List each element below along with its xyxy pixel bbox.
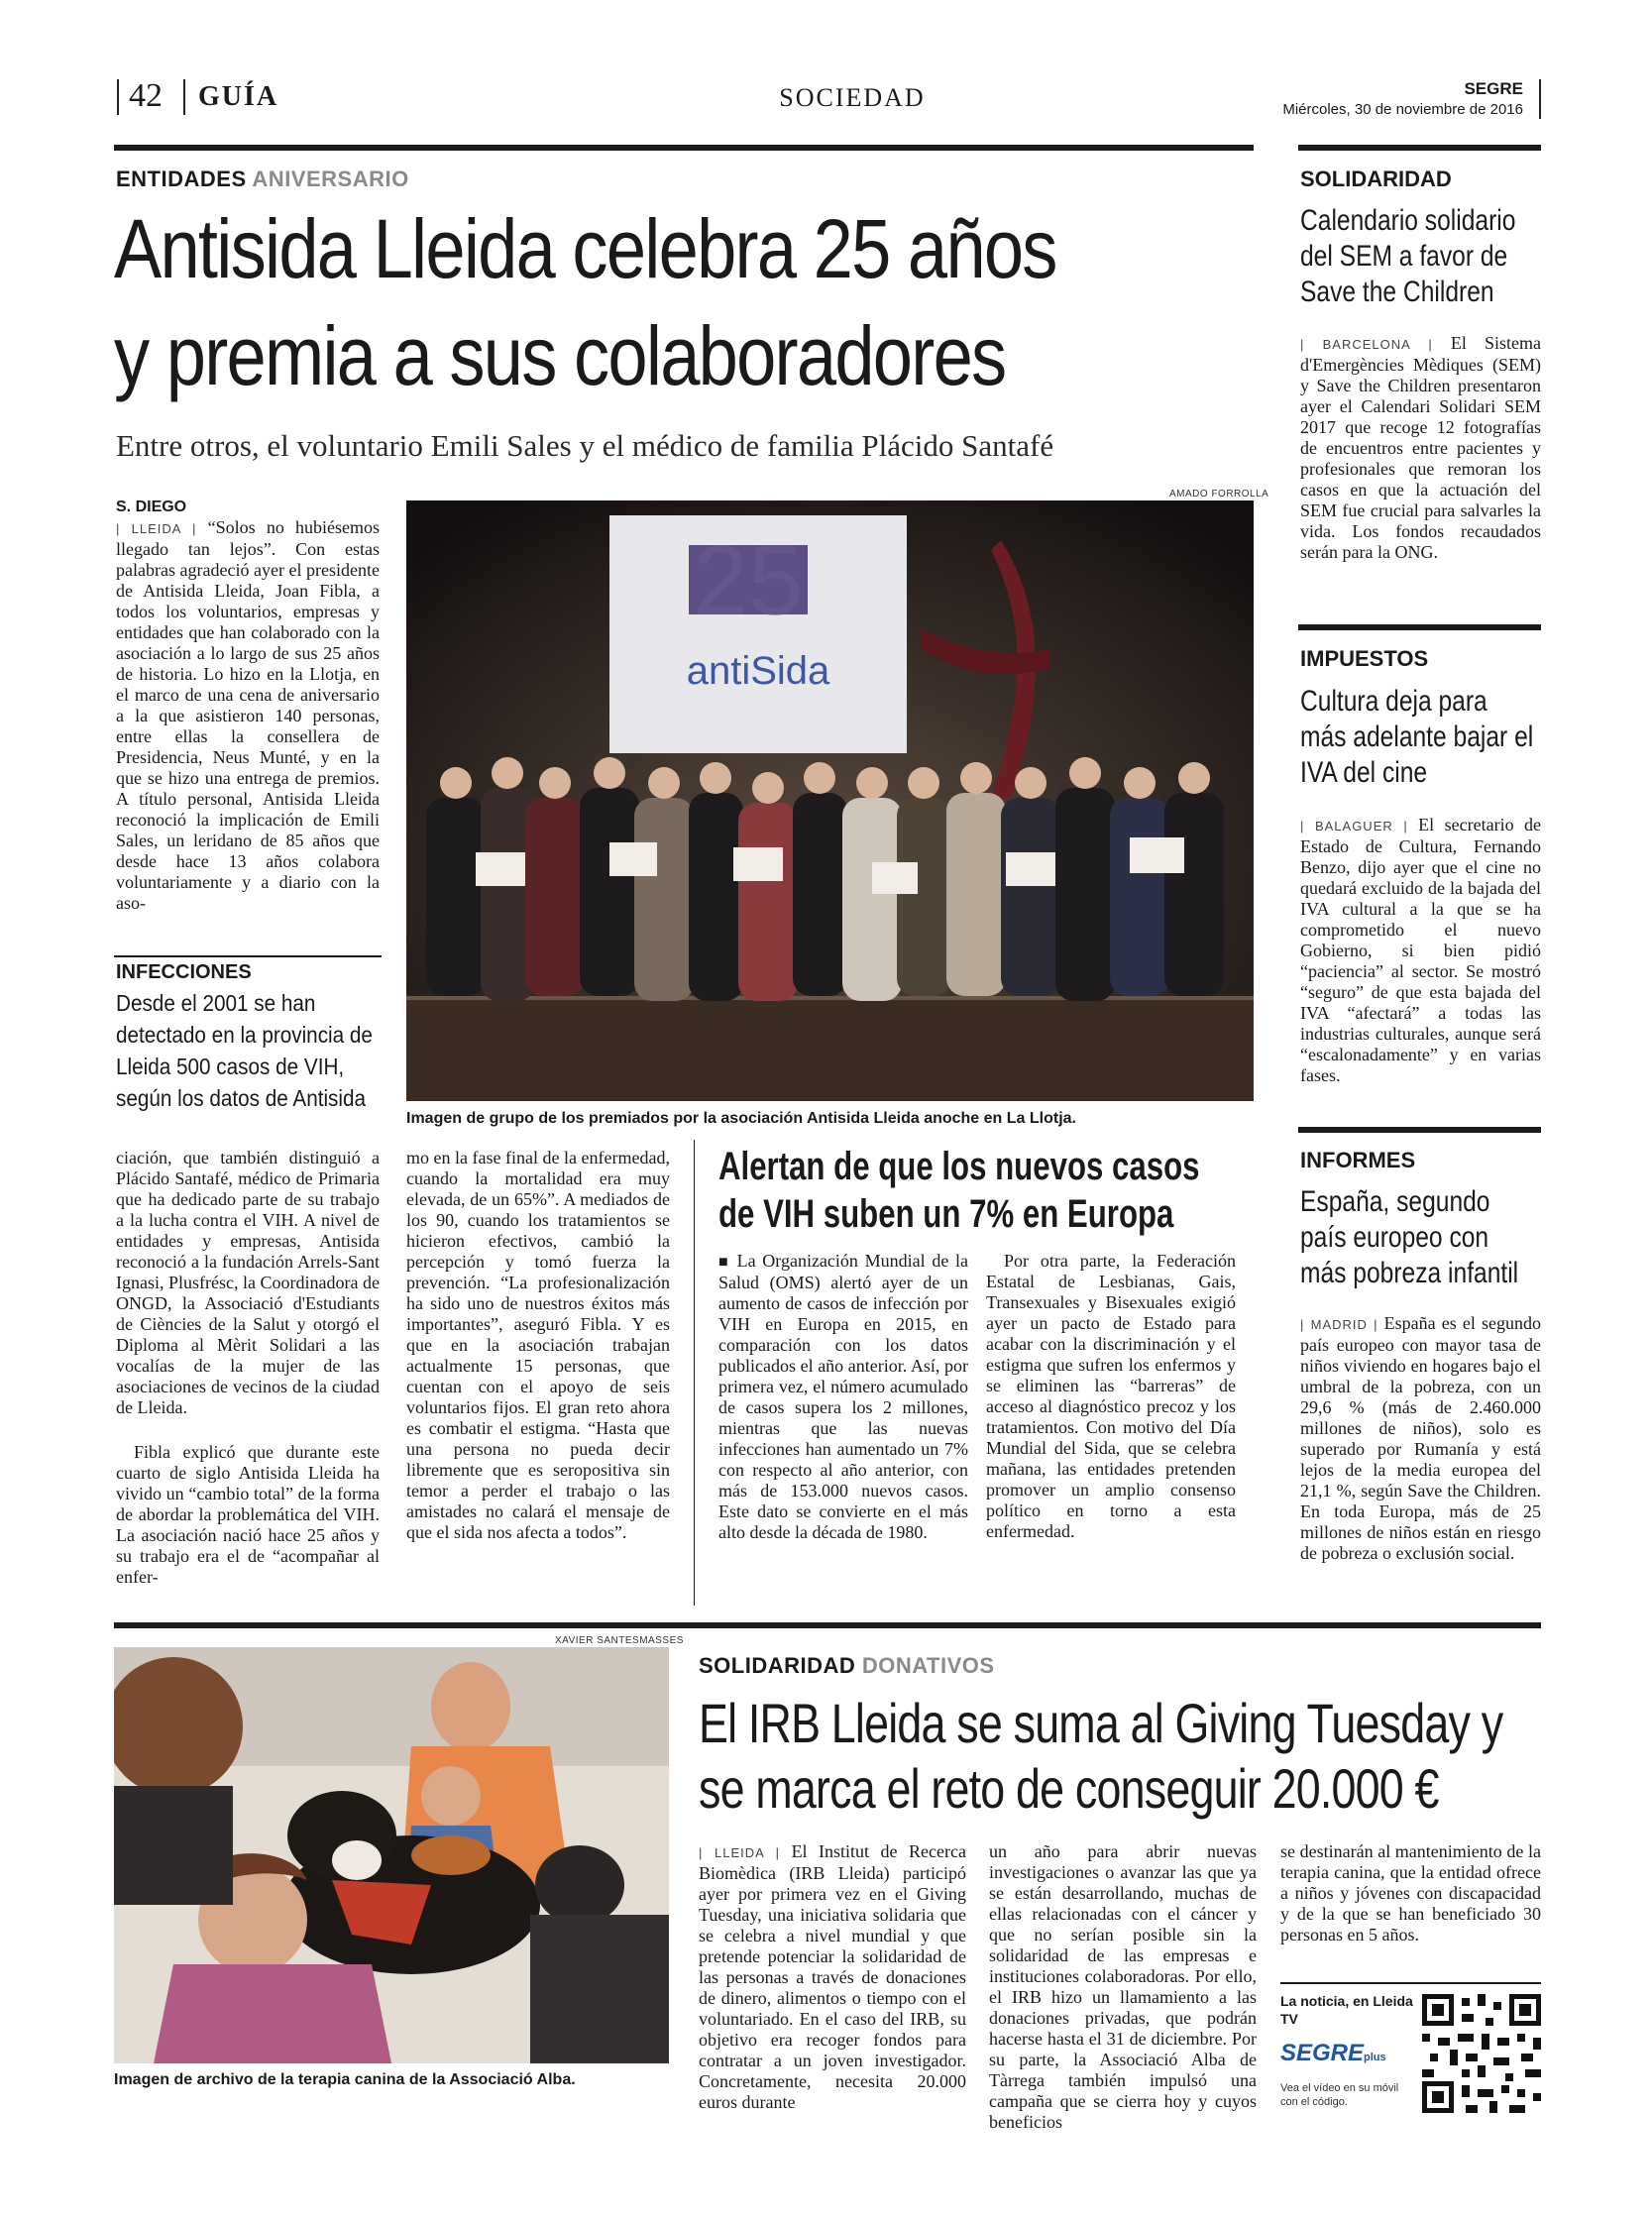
qr-code-graphic (1422, 1994, 1541, 2113)
page-number: 42 (129, 77, 163, 114)
infobox-rule (114, 955, 382, 957)
top-rule (114, 145, 1254, 151)
promo-brand-suffix: plus (1364, 2052, 1386, 2063)
vih-headline-line1: Alertan de que los nuevos casos (718, 1145, 1200, 1188)
square-bullet-icon: ■ (718, 1254, 730, 1271)
location-tag: | MADRID | (1300, 1317, 1378, 1332)
sidebar-rule-3 (1298, 1127, 1541, 1133)
bottom-body-col1 (699, 1841, 966, 2113)
vih-body-col2: Por otra parte, la Federación Estatal de Lesbianas, Gais, Transexuales y Bisexuales exigió ayer un pacto de Estado para acabar con la discriminación y el estigma que sufren los enfermos y se eliminen las “barreras” de acceso al diagnóstico precoz y los tratamientos. Con motivo del Día Mundial del Sida, que se celebra mañana, las entidades pretenden promover un amplio consenso político en torno a esta enfermedad. (986, 1251, 1236, 1541)
bottom-rule (114, 1622, 1541, 1628)
bottom-photo-caption: Imagen de archivo de la terapia canina de la Associació Alba. (114, 2071, 576, 2088)
main-headline-line2: y premia a sus colaboradores (114, 309, 1006, 402)
infobox-kicker: INFECCIONES (116, 961, 252, 983)
sidebar-rule-2 (1298, 624, 1541, 630)
screen-brand: antiSida (686, 649, 830, 693)
location-tag: | BARCELONA | (1300, 337, 1433, 352)
bottom-photo (114, 1647, 669, 2063)
location-tag: | LLEIDA | (116, 521, 197, 536)
main-body-col1 (116, 517, 380, 914)
segre-plus-logo (1280, 2040, 1386, 2067)
bottom-photo-credit: XAVIER SANTESMASSES (555, 1635, 684, 1646)
main-body-col2b: Fibla explicó que durante este cuarto de siglo Antisida Lleida ha vivido un “cambio total” de la forma de abordar la problemática del VIH. La asociación nació hace 25 años y su trabajo era el de “acompañar al enfer- (116, 1442, 380, 1587)
header-divider (183, 79, 185, 115)
bottom-headline-line2: se marca el reto de conseguir 20.000 € (699, 1757, 1439, 1820)
promo-brand: SEGRE (1280, 2040, 1365, 2066)
sidebar-body-1-text: El Sistema d'Emergències Mèdiques (SEM) y Save the Children presentaron ayer el Calendari Solidari SEM 2017 que recoge 12 fotografías de encuentros entre pacientes y profesionales que remoran los casos en que la actuación del SEM fue crucial para salvarles la vida. Los fondos recaudados serán para la ONG. (1300, 333, 1542, 562)
main-photo-caption: Imagen de grupo de los premiados por la asociación Antisida Lleida anoche en La Llotja. (406, 1110, 1076, 1127)
location-tag: | BALAGUER | (1300, 819, 1408, 833)
section-left: GUÍA (198, 81, 279, 112)
bottom-headline-line1: El IRB Lleida se suma al Giving Tuesday y (699, 1692, 1503, 1754)
sidebar-kicker-1: SOLIDARIDAD (1300, 167, 1452, 191)
promo-title: La noticia, en Lleida TV (1280, 1993, 1413, 2027)
photo-credit: AMADO FORROLLA (1169, 489, 1269, 500)
bottom-body-col2: un año para abrir nuevas investigaciones o avanzar las que ya se están desarrollando, muchas de ellas relacionadas con el cáncer y que no serían posible sin la solidaridad de las empresas e instituciones colaboradoras. Por ello, el IRB hizo un llamamiento a las donaciones privadas, que podrán hacerse hasta el 31 de diciembre. Por su parte, la Associació Alba de Tàrrega también impulsó una campaña que se cierra hoy y cuyos beneficios (989, 1841, 1257, 2132)
main-subhead: Entre otros, el voluntario Emili Sales y el médico de familia Plácido Santafé (116, 428, 1054, 463)
location-tag: | LLEIDA | (699, 1845, 781, 1860)
main-body-col2-text: ciación, que también distinguió a Plácido Santafé, médico de Primaria que ha dedicado parte de su trabajo a la lucha contra el VIH. A nivel de entidades y empresas, Antisida reconoció a la fundación Arrels-Sant Ignasi, Plusfrésc, la Coordinadora de ONGD, la Associació d'Estudiants de Ciències de la Salut y otorgó el Diploma al Mèrit Solidari a las vocalías de la mujer de las asociaciones de vecinos de la ciudad de Lleida. (116, 1148, 380, 1417)
kicker-secondary: DONATIVOS (861, 1653, 995, 1678)
main-photo-illustration (406, 500, 1254, 1101)
screen-number: 25 (693, 525, 804, 636)
sidebar-body-1 (1300, 333, 1541, 563)
sidebar-rule-1 (1298, 145, 1541, 151)
vih-body-col1 (718, 1251, 968, 1543)
promo-text: Vea el vídeo en su móvil con el código. (1280, 2082, 1399, 2108)
sidebar-body-3 (1300, 1313, 1541, 1564)
byline: S. DIEGO (116, 499, 187, 515)
sidebar-body-3-text: España es el segundo país europeo con mayor tasa de niños viviendo en hogares bajo el umbral de la pobreza, con un 29,6 % (más de 2.460.000 millones de niños), solo es superado por Rumanía y está lejos de la media europea del 21,1 %, según Save the Children. En toda Europa, más de 25 millones de niños están en riesgo de pobreza o exclusión social. (1300, 1313, 1541, 1563)
main-kicker (116, 167, 409, 192)
issue-date: Miércoles, 30 de noviembre de 2016 (1282, 101, 1523, 118)
newspaper-brand: SEGRE (1464, 79, 1523, 98)
column-divider (694, 1140, 695, 1606)
qr-code-icon[interactable] (1422, 1994, 1541, 2113)
header-divider (117, 79, 119, 115)
bottom-body-col3: se destinarán al mantenimiento de la terapia canina, que la entidad ofrece a niños y jóvenes con discapacidad y de la que se han beneficiado 30 personas en 5 años. (1280, 1841, 1541, 1944)
sidebar-kicker-3: INFORMES (1300, 1148, 1416, 1172)
main-body-col1-text: “Solos no hubiésemos llegado tan lejos”. Con estas palabras agradeció ayer el presidente de Antisida Lleida, Joan Fibla, a todos los voluntarios, empresas y entidades que han colaborado con la asociación a lo largo de sus 25 años de historia. Lo hizo en la Llotja, en el marco de una cena de aniversario a la que asistieron 140 personas, entre ellas la consellera de Presidencia, Neus Munté, y en la que se hizo una entrega de premios. A título personal, Antisida Lleida reconoció la implicación de Emili Sales, un leridano de 85 años que desde hace 13 años colabora voluntariamente y a diario con la aso- (116, 517, 380, 913)
kicker-secondary: ANIVERSARIO (252, 167, 409, 191)
kicker-primary: ENTIDADES (116, 167, 247, 191)
infobox-text: Desde el 2001 se han detectado en la provincia de Lleida 500 casos de VIH, según los datos de Antisida (116, 990, 373, 1111)
sidebar-headline-1: Calendario solidario del SEM a favor de Save the Children (1300, 204, 1516, 308)
main-photo (406, 500, 1254, 1101)
main-body-col2 (116, 1148, 380, 1418)
vih-headline-line2: de VIH suben un 7% en Europa (718, 1192, 1174, 1236)
sidebar-headline-3: España, segundo país europeo con más pobreza infantil (1300, 1185, 1519, 1289)
header-divider (1539, 79, 1541, 119)
kicker-primary: SOLIDARIDAD (699, 1653, 856, 1678)
main-headline-line1: Antisida Lleida celebra 25 años (114, 202, 1056, 295)
bottom-photo-illustration (114, 1647, 669, 2063)
bottom-body-col1-text: El Institut de Recerca Biomèdica (IRB Lleida) participó ayer por primera vez en el Giving Tuesday, una iniciativa solidaria que se celebra a nivel mundial y que pretende potenciar la solidaridad de las personas a través de donaciones de dinero, alimentos o tiempo con el voluntariado. En el caso del IRB, su objetivo era recoger fondos para contratar a un joven investigador. Concretamente, necesita 20.000 euros durante (699, 1841, 966, 2112)
section-title: SOCIEDAD (779, 83, 926, 112)
main-body-col3: mo en la fase final de la enfermedad, cuando la mortalidad era muy elevada, de un 65%”. A mediados de los 90, cuando los tratamientos se hicieron efectivos, cambió la percepción y tomó fuerza la prevención. “La profesionalización ha sido uno de nuestros éxitos más importantes”, aseguró Fibla. Y es que en la asociación trabajan actualmente 15 personas, que cuentan con el apoyo de seis voluntarios fijos. El gran reto ahora es combatir el estigma. “Hasta que una persona no pueda decir libremente que es seropositiva sin temor a perder el trabajo o las amistades no calará el mensaje de que el sida nos afecta a todos”. (406, 1148, 670, 1542)
sidebar-headline-2: Cultura deja para más adelante bajar el IVA del cine (1300, 685, 1534, 789)
sidebar-kicker-2: IMPUESTOS (1300, 646, 1429, 671)
sidebar-body-2 (1300, 815, 1541, 1086)
bottom-kicker (699, 1653, 995, 1679)
vih-body-col1-text: La Organización Mundial de la Salud (OMS) alertó ayer de un aumento de casos de infección por VIH en Europa en 2015, en comparación con los datos publicados el año anterior. Así, por primera vez, el número acumulado de casos supera los 2 millones, mientras que las nuevas infecciones han aumentado un 7% con respecto al año anterior, con más de 153.000 nuevos casos. Este dato se convierte en el más alto desde la década de 1980. (718, 1251, 969, 1542)
sidebar-body-2-text: El secretario de Estado de Cultura, Fernando Benzo, dijo ayer que el cine no quedará excluido de la bajada del IVA cultural a la que se ha comprometido el nuevo Gobierno, si bien pidió “paciencia” al sector. Se mostró “seguro” de que esta bajada del IVA “afectará” a todas las industrias culturales, aunque será “escalonadamente” y en varias fases. (1300, 815, 1542, 1085)
promo-rule (1280, 1982, 1541, 1984)
